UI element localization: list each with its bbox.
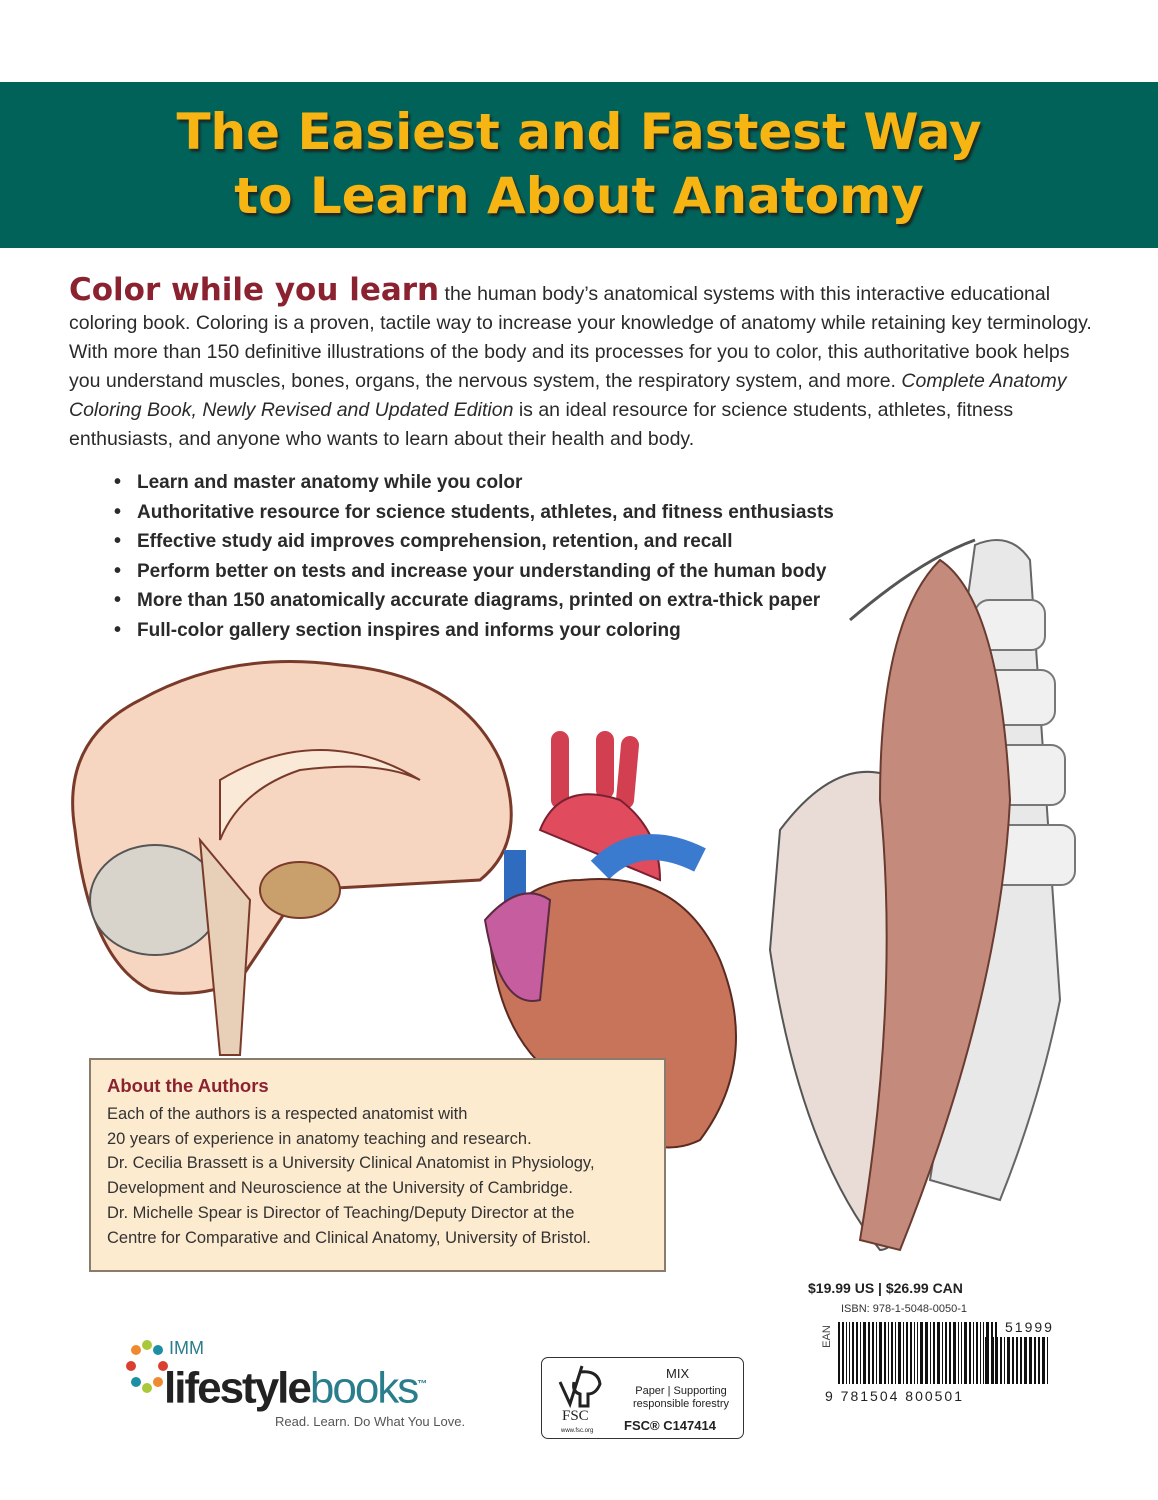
barcode-bar [942, 1322, 943, 1384]
trademark: ™ [417, 1379, 426, 1390]
barcode-bar [988, 1337, 989, 1384]
intro-section [69, 272, 1099, 645]
barcode-bar [1020, 1337, 1022, 1384]
barcode-bar [945, 1322, 947, 1384]
fsc-url: www.fsc.org [561, 1428, 594, 1434]
barcode-bar [933, 1322, 935, 1384]
ean-label: EAN [820, 1325, 833, 1348]
barcode-bar [920, 1322, 923, 1384]
barcode-bar [884, 1322, 886, 1384]
about-authors-box [89, 1058, 666, 1272]
isbn: ISBN: 978-1-5048-0050-1 [841, 1303, 967, 1315]
publisher-name-light: books [309, 1363, 418, 1413]
barcode-bar [860, 1322, 861, 1384]
barcode-bar [868, 1322, 870, 1384]
barcode-bar [1038, 1337, 1040, 1384]
author-line: 20 years of experience in anatomy teaching and research. [107, 1129, 532, 1148]
author-line: Each of the authors is a respected anatomist with [107, 1105, 468, 1123]
book-title: Complete Anatomy Coloring Book, Newly Revised and Updated Edition [69, 370, 1067, 421]
feature-item: • Full-color gallery section inspires and informs your coloring [114, 616, 1099, 646]
barcode-bar [980, 1322, 981, 1384]
barcode-bar [1034, 1337, 1036, 1384]
intro-text-2: is an ideal resource for science students, athletes, fitness enthusiasts, and anyone who wants to learn about their health and body. [69, 399, 1014, 450]
feature-item: • Perform better on tests and increase your understanding of the human body [114, 557, 1099, 587]
intro-paragraph [69, 272, 1099, 454]
barcode-bar [863, 1322, 866, 1384]
barcode-bar [973, 1322, 974, 1384]
barcode-bar [1000, 1337, 1002, 1384]
publisher-imm: IMM [169, 1338, 204, 1358]
banner-title-line-2: to Learn About Anatomy [234, 167, 924, 225]
barcode-main [838, 1322, 999, 1384]
barcode-bar [872, 1322, 874, 1384]
barcode-bar [1016, 1337, 1018, 1384]
barcode-bar [949, 1322, 951, 1384]
barcode-bar [930, 1322, 931, 1384]
barcode-bar [964, 1322, 967, 1384]
barcode-bar [985, 1337, 986, 1384]
barcode-bar [917, 1322, 918, 1384]
intro-lead: Color while you learn [69, 272, 440, 308]
barcode-bar [895, 1322, 896, 1384]
barcode-bar [953, 1322, 956, 1384]
barcode-bar [1047, 1337, 1048, 1384]
barcode-bar [842, 1322, 844, 1384]
author-line: Dr. Michelle Spear is Director of Teaching/Deputy Director at the [107, 1203, 575, 1222]
barcode-bar [925, 1322, 928, 1384]
brain-illustration [73, 662, 512, 1055]
barcode-bar [879, 1322, 882, 1384]
barcode-bar [937, 1322, 940, 1384]
barcode-bar [856, 1322, 858, 1384]
barcode-bar [846, 1322, 847, 1384]
feature-item: • Learn and master anatomy while you color [114, 468, 1099, 498]
barcode-bar [961, 1322, 962, 1384]
price: $19.99 US | $26.99 CAN [808, 1280, 963, 1296]
barcode-bar [1024, 1337, 1027, 1384]
barcode-addon-number: 51999 [1005, 1319, 1054, 1335]
publisher-tagline: Read. Learn. Do What You Love. [275, 1414, 466, 1429]
barcode-bar [852, 1322, 854, 1384]
feature-item: • More than 150 anatomically accurate diagrams, printed on extra-thick paper [114, 586, 1099, 616]
barcode-bar [898, 1322, 901, 1384]
fsc-tree-icon [550, 1362, 610, 1408]
barcode-bar [969, 1322, 971, 1384]
barcode-bar [876, 1322, 877, 1384]
barcode-bar [1042, 1337, 1045, 1384]
feature-list [114, 468, 1099, 645]
barcode-bar [1004, 1337, 1005, 1384]
barcode-bar [1012, 1337, 1014, 1384]
barcode-bar [914, 1322, 915, 1384]
barcode-bar [976, 1322, 978, 1384]
barcode-bar [1007, 1337, 1010, 1384]
spine-illustration [770, 540, 1075, 1250]
fsc-label [541, 1357, 744, 1439]
about-authors-heading: About the Authors [107, 1075, 269, 1096]
barcode-bar [903, 1322, 904, 1384]
barcode-bar [991, 1337, 994, 1384]
barcode-bar [1029, 1337, 1032, 1384]
publisher-logo-dots-icon [125, 1340, 169, 1400]
author-line: Centre for Comparative and Clinical Anatomy, University of Bristol. [107, 1228, 591, 1247]
barcode-addon [985, 1337, 1050, 1384]
barcode-bar [996, 1337, 998, 1384]
intro-text-1: the human body’s anatomical systems with this interactive educational coloring book. Coloring is a proven, tactile way to increase your knowledge of anatomy while retaining key terminology. With more than 150 definitive illustrations of the body and its processes for you to color, this authoritative book helps you understand muscles, bones, organs, the nervous system, the respiratory system, and more. [69, 283, 1092, 392]
fsc-paper: Paper | Supporting responsible forestry [633, 1385, 729, 1410]
fsc-logo-text: FSC [562, 1408, 589, 1424]
barcode-bar [983, 1322, 984, 1384]
barcode-bar [958, 1322, 959, 1384]
barcode-bar [888, 1322, 889, 1384]
barcode-bar [891, 1322, 893, 1384]
fsc-code: FSC® C147414 [624, 1418, 716, 1433]
publisher-name [164, 1362, 425, 1412]
publisher-name-bold: lifestyle [164, 1363, 310, 1413]
barcode-number: 9 781504 800501 [825, 1388, 964, 1404]
barcode-bar [838, 1322, 840, 1384]
feature-item: • Authoritative resource for science students, athletes, and fitness enthusiasts [114, 498, 1099, 528]
fsc-mix: MIX [666, 1366, 690, 1381]
author-line: Dr. Cecilia Brassett is a University Clinical Anatomist in Physiology, [107, 1154, 595, 1173]
barcode-bar [906, 1322, 908, 1384]
feature-item: • Effective study aid improves comprehension, retention, and recall [114, 527, 1099, 557]
author-line: Development and Neuroscience at the University of Cambridge. [107, 1179, 573, 1198]
barcode-bar [910, 1322, 912, 1384]
banner-title-line-1: The Easiest and Fastest Way [176, 103, 982, 161]
barcode-bar [849, 1322, 850, 1384]
